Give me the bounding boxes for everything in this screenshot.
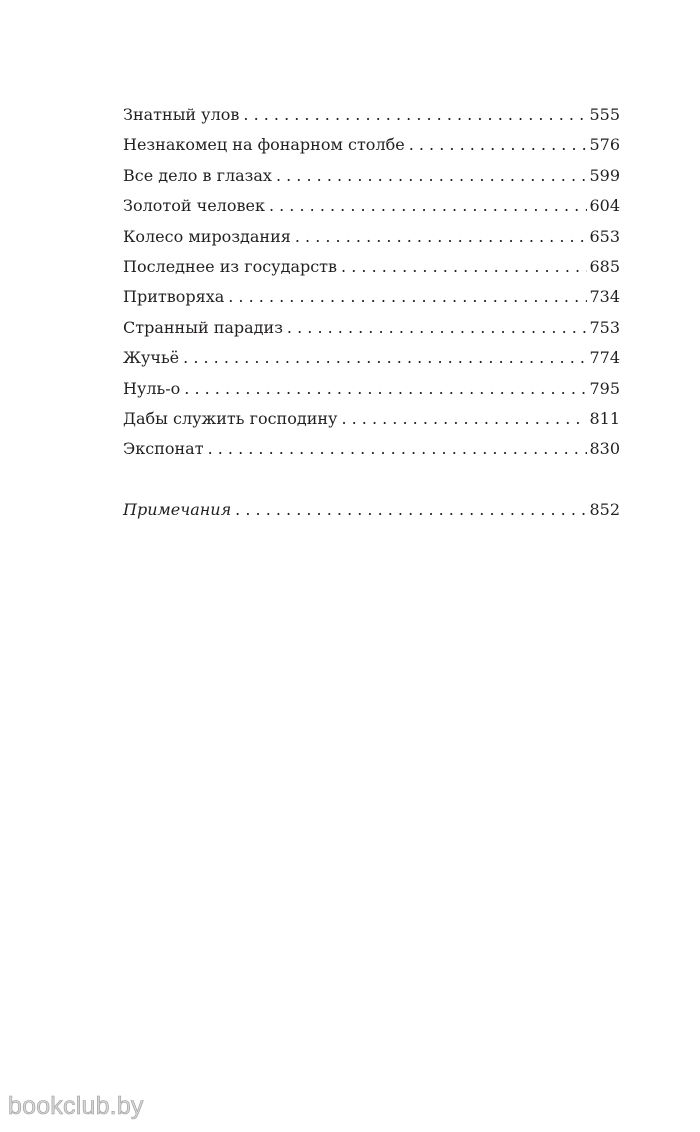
toc-entry[interactable] bbox=[123, 343, 620, 373]
toc-entry[interactable] bbox=[123, 130, 620, 160]
toc-entry-page: 555 bbox=[589, 105, 620, 124]
toc-entry-title: Странный парадиз bbox=[123, 317, 283, 337]
toc-entry-page: 685 bbox=[589, 256, 620, 276]
toc-entry[interactable] bbox=[123, 313, 620, 343]
toc-leader-dots bbox=[235, 495, 587, 525]
toc-entry-page: 753 bbox=[589, 317, 620, 337]
toc-entry-page: 653 bbox=[589, 226, 620, 246]
toc-leader-dots bbox=[269, 191, 588, 221]
toc-entry-page: 604 bbox=[589, 196, 620, 216]
toc-leader-dots bbox=[287, 313, 588, 343]
toc-leader-dots bbox=[208, 434, 588, 464]
toc-entry-title: Примечания bbox=[123, 499, 232, 519]
toc-entry[interactable] bbox=[123, 252, 620, 282]
toc-leader-dots bbox=[409, 130, 588, 160]
toc-entry-page: 599 bbox=[589, 165, 620, 185]
watermark: bookclub.by bbox=[8, 1092, 144, 1120]
toc-entry[interactable] bbox=[123, 161, 620, 191]
toc-entry-page: 852 bbox=[589, 499, 620, 519]
toc-entry-page: 830 bbox=[589, 439, 620, 459]
toc-entry-title: Колесо мироздания bbox=[123, 226, 291, 246]
toc-entry[interactable] bbox=[123, 100, 620, 130]
toc-entry-page: 576 bbox=[589, 135, 620, 155]
toc-entry[interactable] bbox=[123, 222, 620, 252]
table-of-contents bbox=[123, 100, 620, 525]
toc-entry-notes[interactable] bbox=[123, 495, 620, 525]
toc-entry-title: Нуль-о bbox=[123, 378, 181, 398]
toc-leader-dots bbox=[341, 252, 587, 282]
toc-entry[interactable] bbox=[123, 374, 620, 404]
toc-entry[interactable] bbox=[123, 404, 620, 434]
toc-entry-title: Золотой человек bbox=[123, 196, 265, 216]
toc-entry[interactable] bbox=[123, 282, 620, 312]
toc-entry-title: Притворяха bbox=[123, 287, 225, 307]
toc-entry-page: 734 bbox=[589, 287, 620, 307]
toc-entry-page: 811 bbox=[589, 408, 620, 428]
toc-entry-title: Дабы служить господину bbox=[123, 408, 338, 428]
toc-entry[interactable] bbox=[123, 191, 620, 221]
toc-leader-dots bbox=[228, 282, 587, 312]
toc-leader-dots bbox=[183, 343, 587, 373]
toc-leader-dots bbox=[295, 222, 588, 252]
toc-leader-dots bbox=[276, 161, 588, 191]
toc-leader-dots bbox=[243, 100, 587, 130]
toc-entry-page: 795 bbox=[589, 378, 620, 398]
toc-entry-title: Жучьё bbox=[123, 348, 180, 368]
toc-entry-title: Последнее из государств bbox=[123, 256, 338, 276]
toc-entry[interactable] bbox=[123, 434, 620, 464]
toc-entry-title: Экспонат bbox=[123, 439, 204, 459]
toc-section-gap bbox=[123, 465, 620, 495]
toc-entry-title: Незнакомец на фонарном столбе bbox=[123, 135, 405, 155]
toc-leader-dots bbox=[184, 374, 587, 404]
toc-entry-title: Все дело в глазах bbox=[123, 165, 272, 185]
toc-entry-title: Знатный улов bbox=[123, 105, 240, 124]
toc-leader-dots bbox=[341, 404, 587, 434]
toc-entry-page: 774 bbox=[589, 348, 620, 368]
